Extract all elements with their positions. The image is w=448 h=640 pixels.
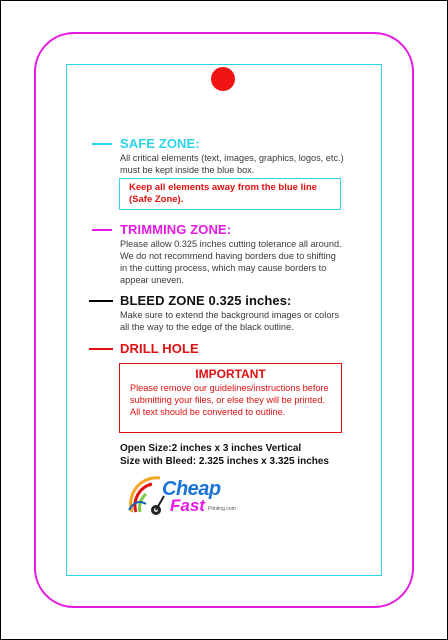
- logo-word-fast: Fast: [170, 496, 205, 515]
- cheap-fast-printing-logo: [126, 472, 246, 518]
- trimming-zone-legend-line: [92, 229, 112, 231]
- safe-zone-line-1: All critical elements (text, images, graphics, logos, etc.): [120, 153, 344, 163]
- trimming-zone-line-2: We do not recommend having borders due to shifting: [120, 251, 336, 261]
- safe-zone-description: [120, 152, 380, 176]
- bleed-zone-line-2: all the way to the edge of the black outline.: [120, 322, 294, 332]
- safe-zone-note-box: [119, 178, 341, 210]
- safe-zone-legend-line: [92, 143, 112, 145]
- trimming-zone-description: [120, 238, 382, 286]
- important-line-2: submitting your files, or else they will be printed.: [130, 395, 326, 405]
- bleed-zone-line-1: Make sure to extend the background images or colors: [120, 310, 340, 320]
- drill-hole-heading: DRILL HOLE: [120, 341, 199, 356]
- trimming-zone-line-1: Please allow 0.325 inches cutting tolerance all around.: [120, 239, 342, 249]
- trimming-zone-line-4: appear uneven.: [120, 275, 184, 285]
- safe-zone-note-line-1: Keep all elements away from the blue line: [129, 182, 317, 193]
- trimming-zone-heading: TRIMMING ZONE:: [120, 222, 232, 237]
- important-title: IMPORTANT: [195, 367, 266, 381]
- safe-zone-line-2: must be kept inside the blue box.: [120, 165, 255, 175]
- drill-hole-marker: [211, 67, 235, 91]
- drill-hole-legend-line: [89, 348, 113, 350]
- important-line-1: Please remove our guidelines/instructions before: [130, 383, 329, 393]
- important-box: [119, 363, 342, 433]
- bleed-zone-heading: BLEED ZONE 0.325 inches:: [120, 293, 292, 308]
- important-line-3: All text should be converted to outline.: [130, 407, 286, 417]
- safe-zone-heading: SAFE ZONE:: [120, 136, 200, 151]
- bleed-size-text: Size with Bleed: 2.325 inches x 3.325 inches: [120, 456, 329, 467]
- open-size-text: Open Size:2 inches x 3 inches Vertical: [120, 443, 302, 454]
- bleed-zone-legend-line: [89, 300, 113, 302]
- trimming-zone-line-3: in the cutting process, which may cause borders to: [120, 263, 327, 273]
- important-message: [130, 382, 340, 418]
- logo-word-printing: Printing.com: [208, 506, 236, 512]
- logo-word-cheap: Cheap: [162, 478, 221, 500]
- safe-zone-note-line-2: (Safe Zone).: [129, 194, 184, 205]
- bleed-zone-description: [120, 309, 382, 333]
